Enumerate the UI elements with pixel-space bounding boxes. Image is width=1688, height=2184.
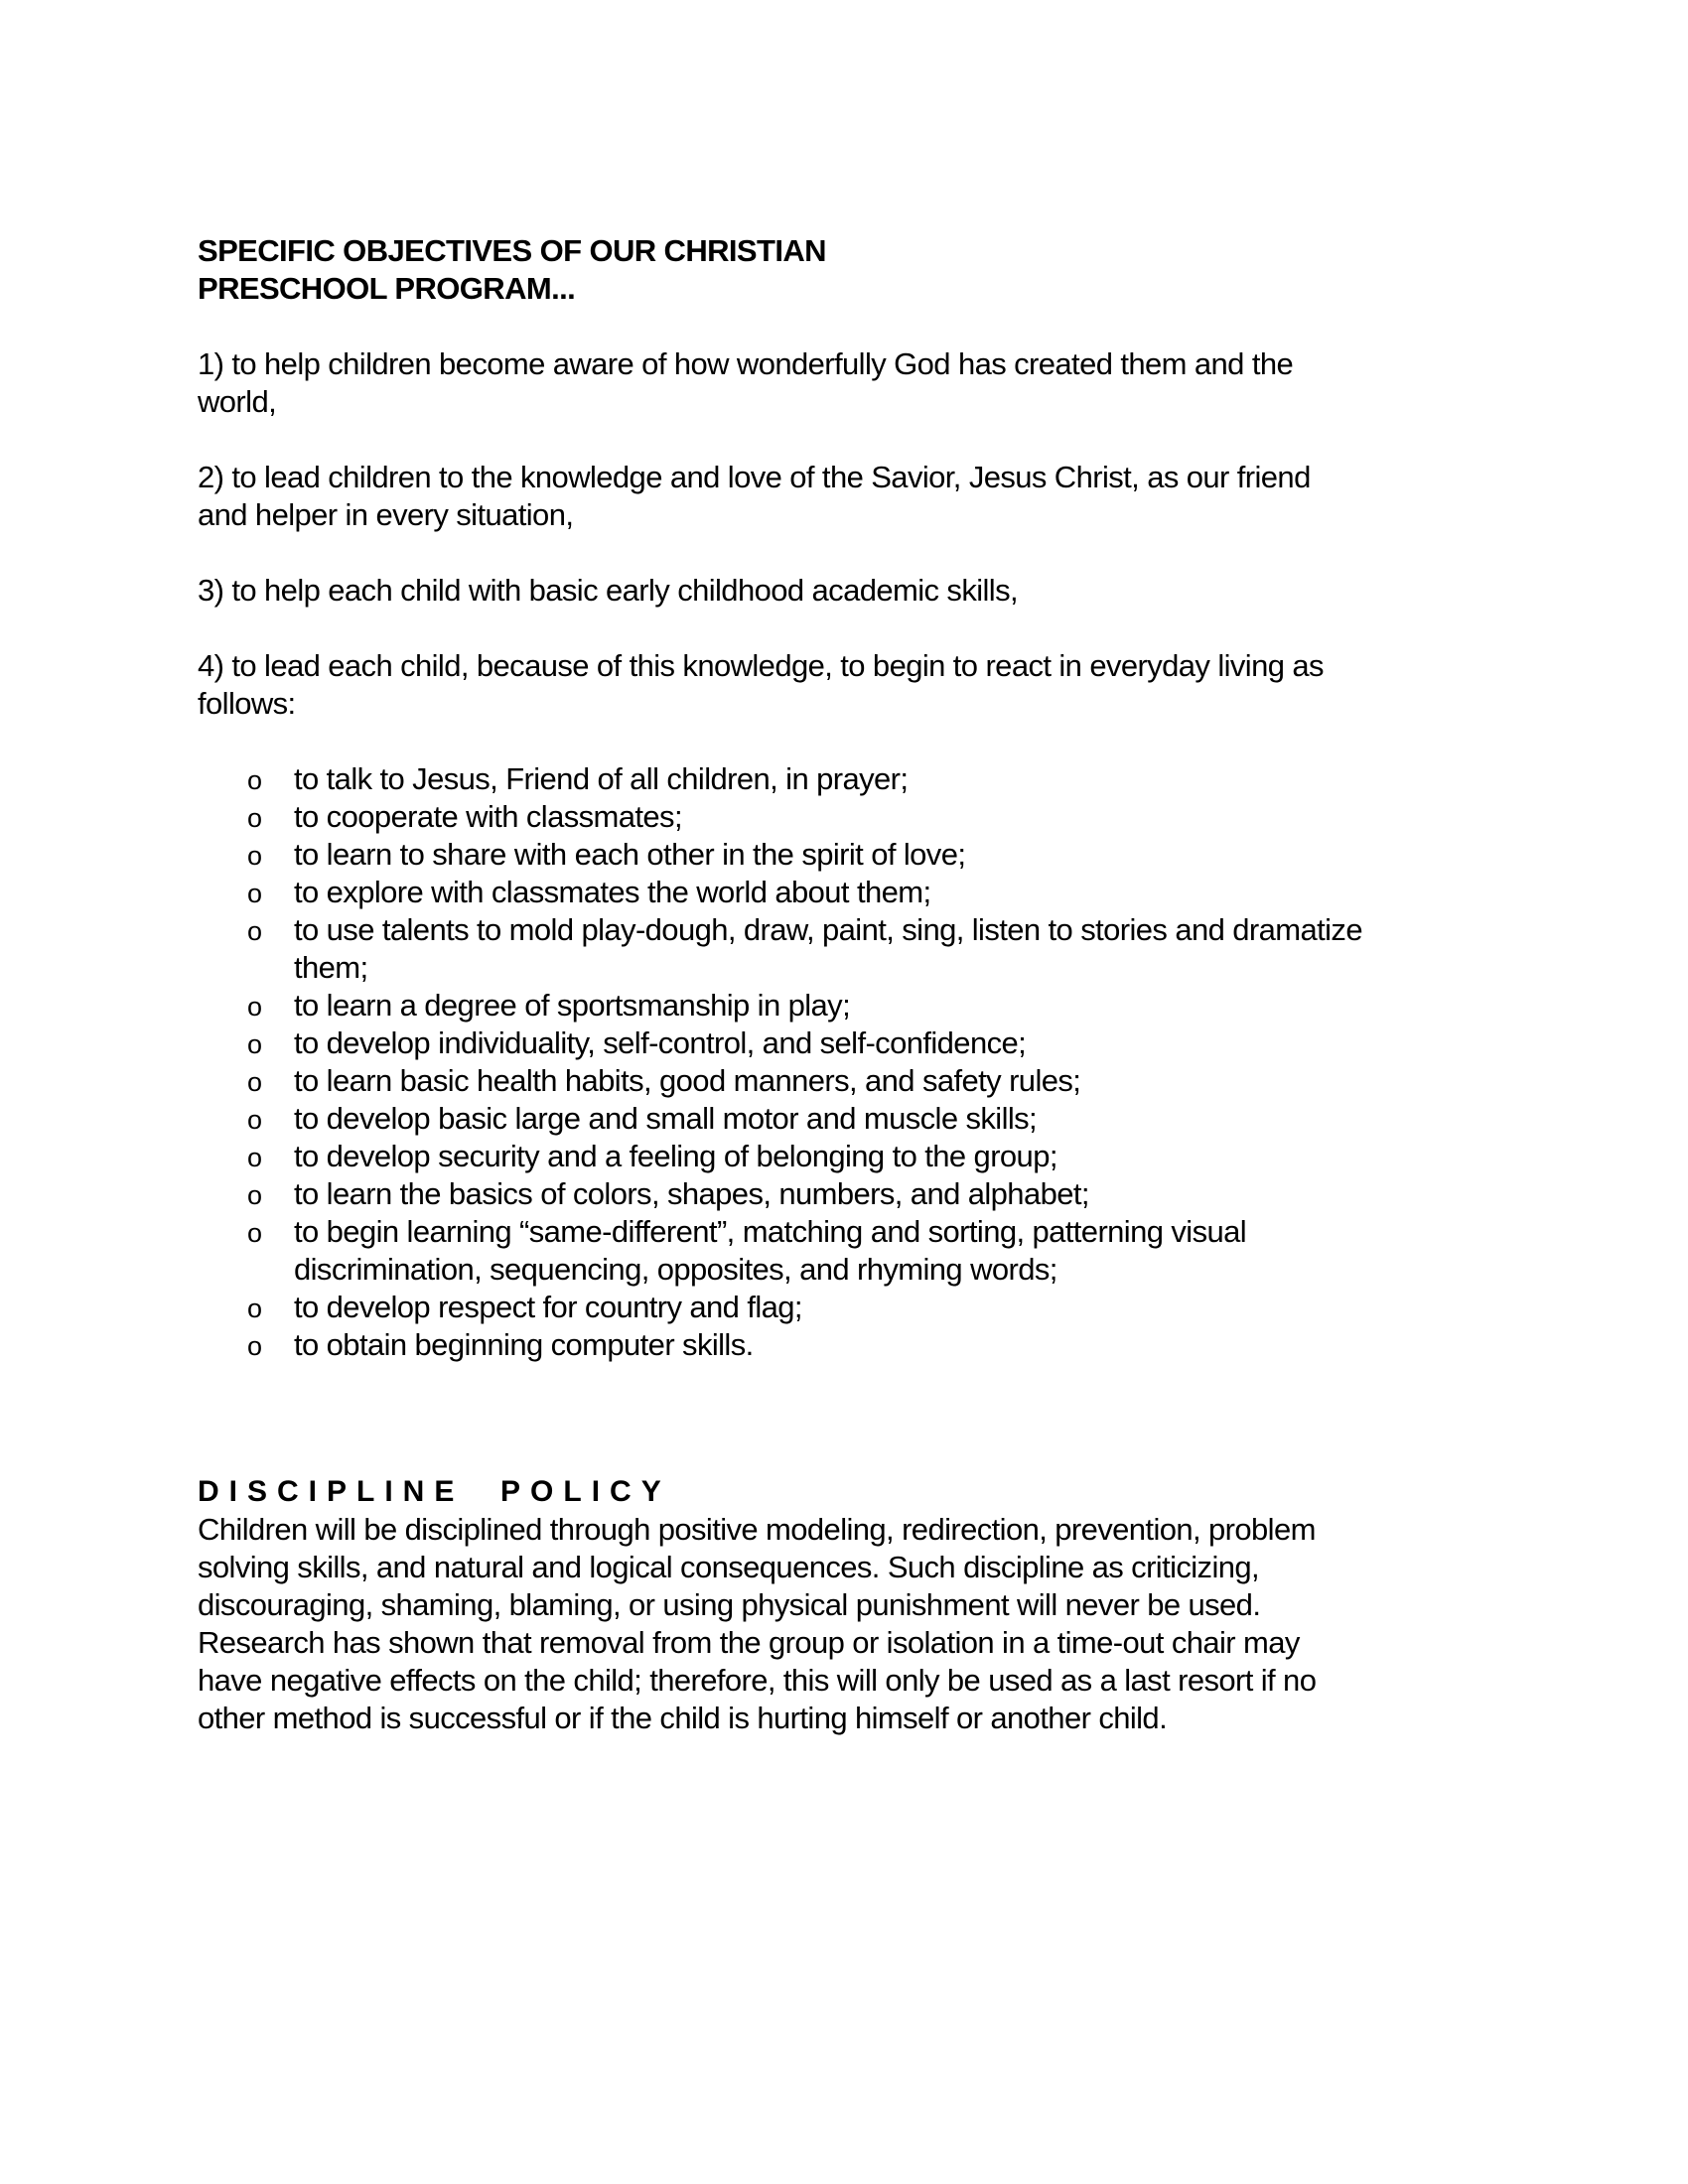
bullet-item <box>198 1213 1508 1289</box>
bullet-item <box>198 911 1508 987</box>
bullet-circle-icon: o <box>247 1218 263 1248</box>
discipline-line: Research has shown that removal from the group or isolation in a time-out chair may <box>198 1625 1300 1660</box>
bullet-item <box>198 798 1508 836</box>
bullet-line: to explore with classmates the world about them; <box>294 875 931 909</box>
objectives-heading <box>198 232 1508 308</box>
bullet-circle-icon: o <box>247 1105 263 1135</box>
objectives-bullet-list <box>198 760 1508 1364</box>
bullet-line: to develop security and a feeling of belonging to the group; <box>294 1139 1057 1173</box>
bullet-circle-icon: o <box>247 803 263 833</box>
objective-line: 2) to lead children to the knowledge and love of the Savior, Jesus Christ, as our friend <box>198 460 1311 494</box>
objective-item <box>198 459 1508 534</box>
objective-line: 3) to help each child with basic early childhood academic skills, <box>198 573 1018 608</box>
bullet-circle-icon: o <box>247 765 263 795</box>
bullet-item <box>198 836 1508 874</box>
bullet-line: to cooperate with classmates; <box>294 799 682 834</box>
discipline-heading: DISCIPLINE POLICY <box>198 1475 671 1508</box>
discipline-line: other method is successful or if the child is hurting himself or another child. <box>198 1701 1168 1735</box>
bullet-line: to develop respect for country and flag; <box>294 1290 802 1324</box>
heading-line: PRESCHOOL PROGRAM... <box>198 271 576 306</box>
bullet-item <box>198 1062 1508 1100</box>
bullet-item <box>198 760 1508 798</box>
heading-line: SPECIFIC OBJECTIVES OF OUR CHRISTIAN <box>198 233 826 268</box>
bullet-item <box>198 1175 1508 1213</box>
discipline-line: Children will be disciplined through positive modeling, redirection, prevention, problem <box>198 1512 1316 1547</box>
bullet-item <box>198 1138 1508 1175</box>
bullet-line: to develop individuality, self-control, and self-confidence; <box>294 1025 1027 1060</box>
bullet-circle-icon: o <box>247 1143 263 1172</box>
bullet-line: to learn to share with each other in the spirit of love; <box>294 837 966 872</box>
bullet-item <box>198 874 1508 911</box>
bullet-line: to develop basic large and small motor and muscle skills; <box>294 1101 1038 1136</box>
objective-line: and helper in every situation, <box>198 497 574 532</box>
bullet-circle-icon: o <box>247 1331 263 1361</box>
objective-line: follows: <box>198 686 296 721</box>
objective-item <box>198 572 1508 610</box>
discipline-line: have negative effects on the child; therefore, this will only be used as a last resort if no <box>198 1663 1317 1698</box>
objectives-list <box>198 308 1508 723</box>
bullet-item <box>198 1100 1508 1138</box>
bullet-circle-icon: o <box>247 1180 263 1210</box>
bullet-circle-icon: o <box>247 992 263 1022</box>
bullet-line: them; <box>294 950 368 985</box>
bullet-item <box>198 987 1508 1024</box>
bullet-line: to learn the basics of colors, shapes, numbers, and alphabet; <box>294 1176 1089 1211</box>
bullet-line: to learn basic health habits, good manners, and safety rules; <box>294 1063 1081 1098</box>
bullet-line: discrimination, sequencing, opposites, and rhyming words; <box>294 1252 1057 1287</box>
objective-item <box>198 647 1508 723</box>
bullet-circle-icon: o <box>247 1067 263 1097</box>
bullet-line: to talk to Jesus, Friend of all children, in prayer; <box>294 761 909 796</box>
bullet-line: to obtain beginning computer skills. <box>294 1327 754 1362</box>
objective-line: 4) to lead each child, because of this knowledge, to begin to react in everyday living as <box>198 648 1324 683</box>
bullet-item <box>198 1024 1508 1062</box>
bullet-line: to begin learning “same-different”, matching and sorting, patterning visual <box>294 1214 1247 1249</box>
bullet-line: to learn a degree of sportsmanship in play; <box>294 988 851 1023</box>
bullet-circle-icon: o <box>247 916 263 946</box>
document-page <box>198 232 1508 1737</box>
objective-line: 1) to help children become aware of how wonderfully God has created them and the <box>198 346 1294 381</box>
discipline-paragraph <box>198 1511 1508 1737</box>
bullet-circle-icon: o <box>247 1029 263 1059</box>
discipline-line: discouraging, shaming, blaming, or using physical punishment will never be used. <box>198 1587 1261 1622</box>
bullet-circle-icon: o <box>247 1294 263 1323</box>
bullet-circle-icon: o <box>247 879 263 908</box>
objective-item <box>198 345 1508 421</box>
bullet-item <box>198 1326 1508 1364</box>
objective-line: world, <box>198 384 277 419</box>
bullet-line: to use talents to mold play-dough, draw, paint, sing, listen to stories and dramatize <box>294 912 1362 947</box>
discipline-line: solving skills, and natural and logical consequences. Such discipline as criticizing, <box>198 1550 1260 1584</box>
bullet-item <box>198 1289 1508 1326</box>
bullet-circle-icon: o <box>247 841 263 871</box>
